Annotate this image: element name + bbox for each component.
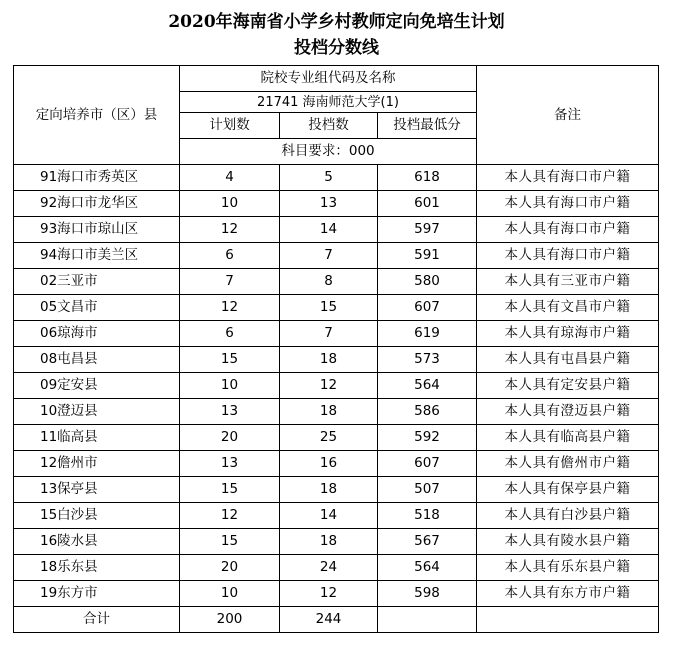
admitted-cell: 16 [280,451,378,477]
admitted-cell: 14 [280,503,378,529]
header-min-score: 投档最低分 [378,113,477,139]
region-cell: 13保亭县 [14,477,180,503]
total-note [477,607,659,633]
min-score-cell: 518 [378,503,477,529]
region-cell: 05文昌市 [14,295,180,321]
plan-cell: 12 [180,217,280,243]
note-cell: 本人具有白沙县户籍 [477,503,659,529]
total-min-score [378,607,477,633]
plan-cell: 12 [180,295,280,321]
plan-cell: 12 [180,503,280,529]
table-row [14,503,659,529]
score-table [13,65,659,633]
total-row [14,607,659,633]
table-row [14,399,659,425]
table-row [14,529,659,555]
table-row [14,347,659,373]
min-score-cell: 564 [378,373,477,399]
admitted-cell: 14 [280,217,378,243]
admitted-cell: 8 [280,269,378,295]
min-score-cell: 597 [378,217,477,243]
admitted-cell: 25 [280,425,378,451]
admitted-cell: 7 [280,321,378,347]
table-row [14,451,659,477]
admitted-cell: 12 [280,581,378,607]
header-region: 定向培养市（区）县 [14,66,180,165]
admitted-cell: 18 [280,529,378,555]
note-cell: 本人具有临高县户籍 [477,425,659,451]
table-row [14,555,659,581]
region-cell: 08屯昌县 [14,347,180,373]
plan-cell: 13 [180,451,280,477]
table-row [14,477,659,503]
min-score-cell: 607 [378,451,477,477]
total-admitted: 244 [280,607,378,633]
note-cell: 本人具有乐东县户籍 [477,555,659,581]
note-cell: 本人具有海口市户籍 [477,165,659,191]
plan-cell: 13 [180,399,280,425]
plan-cell: 10 [180,373,280,399]
region-cell: 18乐东县 [14,555,180,581]
note-cell: 本人具有东方市户籍 [477,581,659,607]
region-cell: 06琼海市 [14,321,180,347]
admitted-cell: 13 [280,191,378,217]
min-score-cell: 567 [378,529,477,555]
note-cell: 本人具有海口市户籍 [477,191,659,217]
note-cell: 本人具有澄迈县户籍 [477,399,659,425]
plan-cell: 6 [180,243,280,269]
plan-cell: 15 [180,529,280,555]
table-row [14,191,659,217]
admitted-cell: 15 [280,295,378,321]
total-plan: 200 [180,607,280,633]
plan-cell: 20 [180,425,280,451]
admitted-cell: 5 [280,165,378,191]
admitted-cell: 18 [280,399,378,425]
table-row [14,425,659,451]
note-cell: 本人具有定安县户籍 [477,373,659,399]
table-row [14,373,659,399]
region-cell: 19东方市 [14,581,180,607]
header-note: 备注 [477,66,659,165]
note-cell: 本人具有琼海市户籍 [477,321,659,347]
region-cell: 02三亚市 [14,269,180,295]
plan-cell: 15 [180,347,280,373]
note-cell: 本人具有保亭县户籍 [477,477,659,503]
min-score-cell: 591 [378,243,477,269]
min-score-cell: 607 [378,295,477,321]
min-score-cell: 580 [378,269,477,295]
admitted-cell: 7 [280,243,378,269]
plan-cell: 15 [180,477,280,503]
note-cell: 本人具有海口市户籍 [477,217,659,243]
region-cell: 10澄迈县 [14,399,180,425]
plan-cell: 6 [180,321,280,347]
note-cell: 本人具有三亚市户籍 [477,269,659,295]
note-cell: 本人具有海口市户籍 [477,243,659,269]
min-score-cell: 507 [378,477,477,503]
region-cell: 09定安县 [14,373,180,399]
note-cell: 本人具有屯昌县户籍 [477,347,659,373]
admitted-cell: 18 [280,347,378,373]
table-row [14,295,659,321]
min-score-cell: 598 [378,581,477,607]
region-cell: 94海口市美兰区 [14,243,180,269]
admitted-cell: 12 [280,373,378,399]
admitted-cell: 18 [280,477,378,503]
min-score-cell: 601 [378,191,477,217]
plan-cell: 10 [180,191,280,217]
table-row [14,269,659,295]
table-row [14,243,659,269]
region-cell: 12儋州市 [14,451,180,477]
header-admitted: 投档数 [280,113,378,139]
plan-cell: 20 [180,555,280,581]
min-score-cell: 586 [378,399,477,425]
page-title: 2020年海南省小学乡村教师定向免培生计划 [168,12,505,32]
region-cell: 92海口市龙华区 [14,191,180,217]
note-cell: 本人具有儋州市户籍 [477,451,659,477]
region-cell: 16陵水县 [14,529,180,555]
plan-cell: 10 [180,581,280,607]
plan-cell: 4 [180,165,280,191]
header-subject-requirement: 科目要求：000 [180,139,477,165]
admitted-cell: 24 [280,555,378,581]
region-cell: 15白沙县 [14,503,180,529]
region-cell: 93海口市琼山区 [14,217,180,243]
page-subtitle: 投档分数线 [294,38,379,58]
note-cell: 本人具有文昌市户籍 [477,295,659,321]
min-score-cell: 592 [378,425,477,451]
region-cell: 11临高县 [14,425,180,451]
table-row [14,217,659,243]
table-row [14,581,659,607]
header-plan: 计划数 [180,113,280,139]
header-school-name: 21741 海南师范大学(1) [180,92,477,113]
header-school-group: 院校专业组代码及名称 [180,66,477,92]
min-score-cell: 573 [378,347,477,373]
note-cell: 本人具有陵水县户籍 [477,529,659,555]
plan-cell: 7 [180,269,280,295]
table-row [14,321,659,347]
total-label: 合计 [14,607,180,633]
table-row [14,165,659,191]
min-score-cell: 618 [378,165,477,191]
min-score-cell: 619 [378,321,477,347]
min-score-cell: 564 [378,555,477,581]
region-cell: 91海口市秀英区 [14,165,180,191]
